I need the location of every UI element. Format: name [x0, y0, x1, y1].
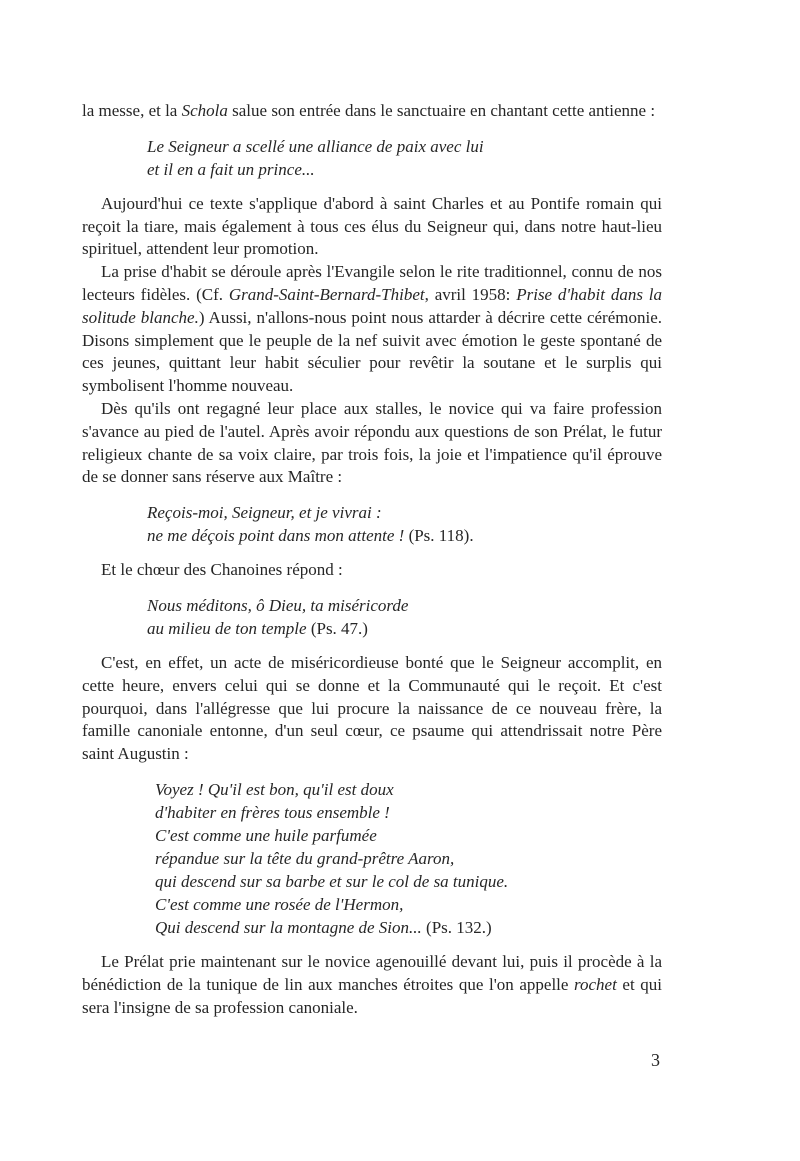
verse-text: Qui descend sur la montagne de Sion... — [155, 917, 422, 937]
text: ) Aussi, n'allons-nous point nous attarder à décrire cette cérémonie. Disons simplement que le peuple de la nef suivit avec émotion le geste spontané de ces jeunes, quittant leur habit séculier pour revêtir la soutane et le surplis qui symbolisent l'homme nouveau. — [82, 307, 662, 396]
verse-psalm-132 — [155, 778, 662, 939]
text: et qui sera l'insigne de sa profession canoniale. — [82, 974, 662, 1017]
text: , avril 1958: — [424, 284, 517, 304]
verse-line: C'est comme une rosée de l'Hermon, — [155, 894, 404, 914]
verse-line: et il en a fait un prince... — [147, 159, 315, 179]
verse-line — [155, 916, 662, 939]
paragraph-1 — [82, 100, 662, 123]
verse-psalm-47 — [147, 594, 662, 640]
text: la messe, et la — [82, 101, 182, 120]
text-italic: Schola — [181, 101, 228, 120]
verse-line: C'est comme une huile parfumée — [155, 825, 377, 845]
verse-line: Le Seigneur a scellé une alliance de paix avec lui — [147, 136, 484, 156]
page-number: 3 — [651, 1050, 660, 1070]
verse-text: au milieu de ton temple — [147, 618, 307, 638]
psalm-reference: (Ps. 47.) — [306, 618, 368, 638]
paragraph-3 — [82, 261, 662, 398]
verse-line: Reçois-moi, Seigneur, et je vivrai : — [147, 503, 382, 523]
verse-line: Voyez ! Qu'il est bon, qu'il est doux — [155, 779, 394, 799]
paragraph-2: Aujourd'hui ce texte s'applique d'abord à saint Charles et au Pontife romain qui reçoit la tiare, mais également à tous ces élus du Seigneur qui, dans notre haut-lieu spirituel, attendent leur promotion. — [82, 193, 662, 259]
verse-psalm-118 — [147, 501, 662, 547]
verse-text: ne me déçois point dans mon attente ! — [147, 526, 405, 546]
text-italic: Grand-Saint-Bernard-Thibet — [228, 284, 425, 304]
paragraph-5: Et le chœur des Chanoines répond : — [101, 560, 343, 580]
text: Le Prélat prie maintenant sur le novice agenouillé devant lui, puis il procède à la bénédiction de la tunique de lin aux manches étroites que l'on appelle — [82, 951, 662, 994]
verse-line — [147, 524, 662, 547]
verse-antiphon — [147, 135, 662, 181]
psalm-reference: (Ps. 118). — [404, 526, 474, 546]
paragraph-7 — [82, 951, 662, 1019]
paragraph-6: C'est, en effet, un acte de miséricordieuse bonté que le Seigneur accomplit, en cette heure, envers celui qui se donne et la Communauté qui le reçoit. Et c'est pourquoi, dans l'allégresse que lui procure la naissance de ce nouveau frère, la famille canoniale entonne, d'un seul cœur, ce psaume qui attendrissait notre Père saint Augustin : — [82, 652, 662, 764]
text: salue son entrée dans le sanctuaire en chantant cette antienne : — [227, 101, 656, 120]
verse-line: répandue sur la tête du grand-prêtre Aaron, — [155, 848, 455, 868]
text-italic: Prise d'habit dans la solitude blanche. — [82, 284, 662, 327]
text-italic: rochet — [574, 974, 617, 994]
psalm-reference: (Ps. 132.) — [421, 917, 492, 937]
text: La prise d'habit se déroule après l'Evangile selon le rite traditionnel, connu de nos lecteurs fidèles. (Cf. — [82, 262, 662, 304]
verse-line: qui descend sur sa barbe et sur le col de sa tunique. — [155, 871, 509, 891]
verse-line: Nous méditons, ô Dieu, ta miséricorde — [147, 595, 409, 615]
paragraph-4: Dès qu'ils ont regagné leur place aux stalles, le novice qui va faire profession s'avance au pied de l'autel. Après avoir répondu aux questions de son Prélat, le futur religieux chante de sa voix claire, par trois fois, la joie et l'impatience qu'il éprouve de se donner sans réserve aux Maître : — [82, 398, 662, 487]
verse-line: d'habiter en frères tous ensemble ! — [155, 802, 390, 822]
page-body — [82, 100, 662, 1019]
verse-line — [147, 617, 662, 640]
